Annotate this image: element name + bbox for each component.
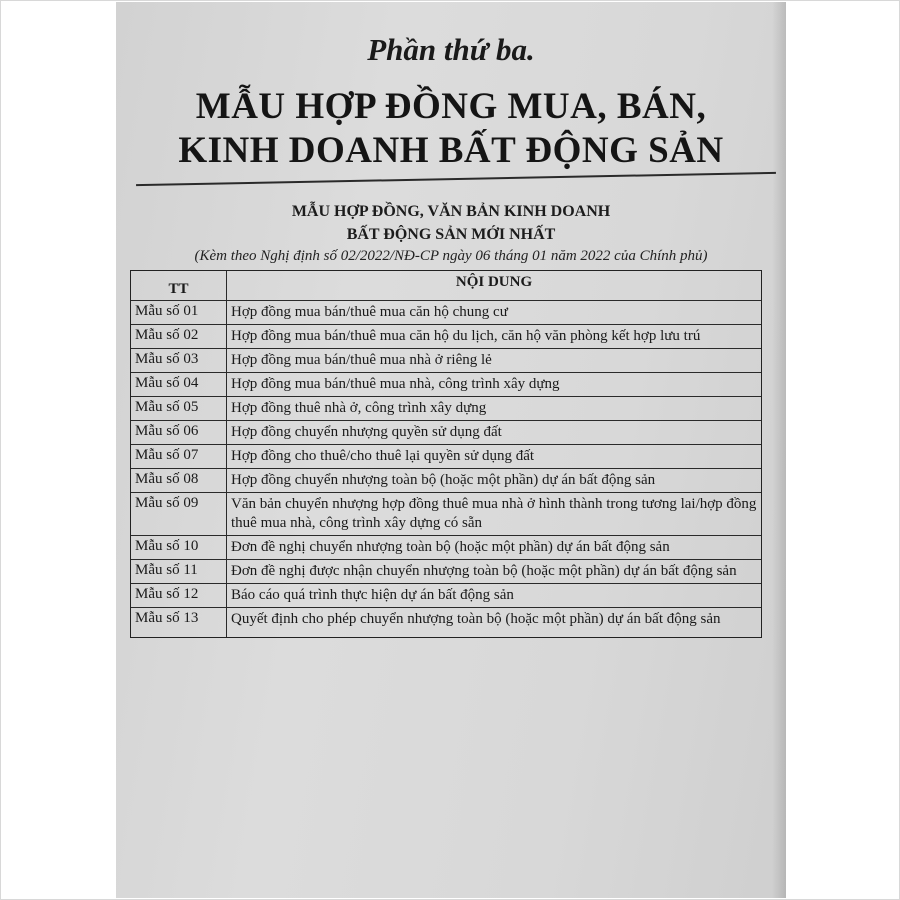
row-number: Mẫu số 05 [131, 397, 227, 420]
row-number: Mẫu số 09 [131, 493, 227, 535]
row-number: Mẫu số 04 [131, 373, 227, 396]
row-content: Báo cáo quá trình thực hiện dự án bất động sản [231, 587, 514, 603]
row-number: Mẫu số 07 [131, 445, 227, 468]
row-content: Hợp đồng chuyển nhượng quyền sử dụng đất [231, 424, 502, 440]
row-number: Mẫu số 12 [131, 584, 227, 607]
forms-table [130, 270, 762, 638]
row-number: Mẫu số 06 [131, 421, 227, 444]
row-content: Đơn đề nghị chuyển nhượng toàn bộ (hoặc một phần) dự án bất động sản [231, 539, 670, 555]
row-content: Hợp đồng thuê nhà ở, công trình xây dựng [231, 400, 487, 416]
main-title-line-2: KINH DOANH BẤT ĐỘNG SẢN [178, 130, 724, 171]
row-content: Hợp đồng mua bán/thuê mua nhà ở riêng lẻ [231, 352, 492, 368]
row-number: Mẫu số 01 [131, 301, 227, 324]
sub-title-line-1: MẪU HỢP ĐỒNG, VĂN BẢN KINH DOANH [291, 203, 611, 220]
row-content: Văn bản chuyển nhượng hợp đồng thuê mua nhà ở hình thành trong tương lai/hợp đồng thuê mua nhà, công trình xây dựng có sẵn [231, 496, 757, 531]
table-row [131, 583, 761, 607]
table-row [131, 324, 761, 348]
table-row [131, 492, 761, 535]
row-number: Mẫu số 03 [131, 349, 227, 372]
row-content: Hợp đồng mua bán/thuê mua căn hộ chung cư [231, 304, 508, 320]
row-content: Hợp đồng cho thuê/cho thuê lại quyền sử dụng đất [231, 448, 535, 464]
decree-note: (Kèm theo Nghị định số 02/2022/NĐ-CP ngày 06 tháng 01 năm 2022 của Chính phủ) [194, 248, 708, 264]
row-content: Đơn đề nghị được nhận chuyển nhượng toàn bộ (hoặc một phần) dự án bất động sản [231, 563, 737, 579]
row-number: Mẫu số 02 [131, 325, 227, 348]
table-row [131, 607, 761, 637]
row-content: Hợp đồng chuyển nhượng toàn bộ (hoặc một phần) dự án bất động sản [231, 472, 656, 488]
header-content: NỘI DUNG [455, 274, 533, 290]
row-content: Quyết định cho phép chuyển nhượng toàn bộ (hoặc một phần) dự án bất động sản [231, 611, 721, 627]
row-content: Hợp đồng mua bán/thuê mua nhà, công trình xây dựng [231, 376, 560, 392]
book-page [116, 2, 786, 898]
row-number: Mẫu số 13 [131, 608, 227, 637]
table-row [131, 348, 761, 372]
table-row [131, 535, 761, 559]
row-number: Mẫu số 10 [131, 536, 227, 559]
table-header-row [131, 271, 761, 300]
row-number: Mẫu số 08 [131, 469, 227, 492]
sub-title-line-2: BẤT ĐỘNG SẢN MỚI NHẤT [346, 226, 556, 243]
header-tt: TT [131, 271, 227, 300]
table-row [131, 420, 761, 444]
table-row [131, 300, 761, 324]
table-row [131, 372, 761, 396]
table-row [131, 468, 761, 492]
table-row [131, 444, 761, 468]
part-label: Phần thứ ba. [367, 32, 535, 67]
main-title-line-1: MẪU HỢP ĐỒNG MUA, BÁN, [195, 86, 707, 127]
row-content: Hợp đồng mua bán/thuê mua căn hộ du lịch, căn hộ văn phòng kết hợp lưu trú [231, 328, 701, 344]
title-underline [136, 172, 776, 186]
row-number: Mẫu số 11 [131, 560, 227, 583]
table-row [131, 396, 761, 420]
table-row [131, 559, 761, 583]
